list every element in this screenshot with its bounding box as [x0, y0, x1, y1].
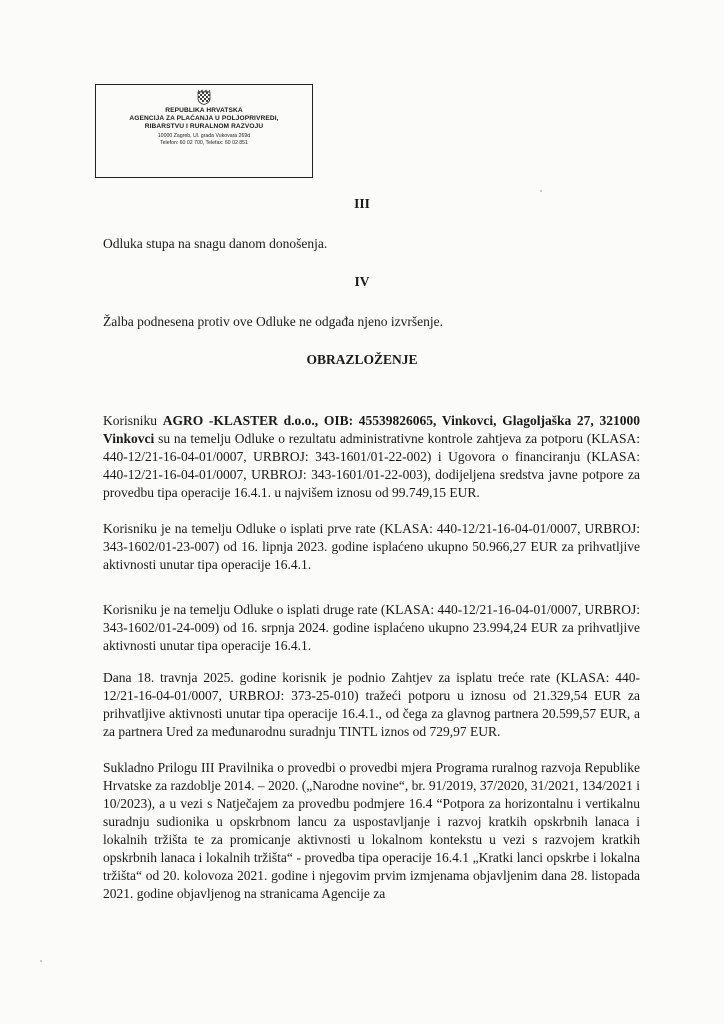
stamp-line2: AGENCIJA ZA PLAĆANJA U POLJOPRIVREDI, — [129, 115, 279, 122]
section-iii-text: Odluka stupa na snagu danom donošenja. — [103, 236, 328, 251]
stamp-line3: RIBARSTVU I RURALNOM RAZVOJU — [144, 123, 264, 130]
agency-stamp — [95, 84, 313, 178]
croatian-coat-of-arms-icon — [197, 89, 211, 105]
section-iv-heading: IV — [354, 274, 370, 289]
paragraph-2: Korisniku je na temelju Odluke o isplati prve rate (KLASA: 440-12/21-16-04-01/0007, URBROJ: 343-1602/01-23-007) od 16. lipnja 2023. godine isplaćeno ukupno 50.966,27 EUR za prihvatljive aktivnosti unutar tipa operacije 16.4.1. — [103, 521, 640, 572]
stamp-address: 10000 Zagreb, Ul. grada Vukovara 269d — [157, 133, 251, 139]
stamp-phone: Telefon: 60 02 700, Telefax: 60 02 851 — [160, 140, 248, 146]
paragraph-1-rest: su na temelju Odluke o rezultatu administrativne kontrole zahtjeva za potporu (KLASA: 440-12/21-16-04-01/0007, URBROJ: 343-1601/01-22-002) i Ugovora o financiranju (KLASA: 440-12/21-16-04-01/0007, URBROJ: 343-1601/01-22-003), dodijeljena sredstva javne potpore za provedbu tipa operacije 16.4.1. u najvišem iznosu od 99.749,15 EUR. — [103, 431, 640, 500]
scan-speck — [540, 190, 542, 192]
stamp-line1: REPUBLIKA HRVATSKA — [165, 107, 243, 114]
paragraph-1 — [103, 412, 640, 502]
section-iii-heading: III — [354, 196, 370, 211]
obrazlozenje-heading: OBRAZLOŽENJE — [306, 352, 418, 367]
paragraph-4: Dana 18. travnja 2025. godine korisnik je podnio Zahtjev za isplatu treće rate (KLASA: 440-12/21-16-04-01/0007, URBROJ: 373-25-010) tražeći potporu u iznosu od 21.329,54 EUR za prihvatljive aktivnosti unutar tipa operacije 16.4.1., od čega za glavnog partnera 20.599,57 EUR, a za partnera Ured za međunarodnu suradnju TINTL iznos od 729,97 EUR. — [103, 670, 640, 739]
paragraph-1-prefix: Korisniku — [103, 413, 163, 428]
paragraph-5: Sukladno Prilogu III Pravilnika o provedbi o provedbi mjera Programa ruralnog razvoja Republike Hrvatske za razdoblje 2014. – 2020. („Narodne novine“, br. 91/2019, 37/2020, 31/2021, 134/2021 i 10/2023), a u vezi s Natječajem za provedbu podmjere 16.4 “Potpora za horizontalnu i vertikalnu suradnju sudionika u opskrbnom lancu za uspostavljanje i razvoj kratkih opskrbnih lanaca i lokalnih tržišta te za promicanje aktivnosti u lokalnom kontekstu u vezi s razvojem kratkih opskrbnih lanaca i lokalnih tržišta“ - provedba tipa operacije 16.4.1 „Kratki lanci opskrbe i lokalna tržišta“ od 20. kolovoza 2021. godine i njegovim prvim izmjenama objavljenim dana 28. listopada 2021. godine objavljenog na stranicama Agencije za — [103, 760, 640, 901]
paragraph-3: Korisniku je na temelju Odluke o isplati druge rate (KLASA: 440-12/21-16-04-01/0007, URBROJ: 343-1602/01-24-009) od 16. srpnja 2024. godine isplaćeno ukupno 23.994,24 EUR za prihvatljive aktivnosti unutar tipa operacije 16.4.1. — [103, 602, 640, 653]
scan-speck — [40, 960, 42, 962]
section-iv-text: Žalba podnesena protiv ove Odluke ne odgađa njeno izvršenje. — [103, 314, 444, 329]
beneficiary-name: AGRO -KLASTER d.o.o., OIB: 45539826065, Vinkovci, Glagoljaška 27, 321000 Vinkovci — [103, 413, 640, 446]
